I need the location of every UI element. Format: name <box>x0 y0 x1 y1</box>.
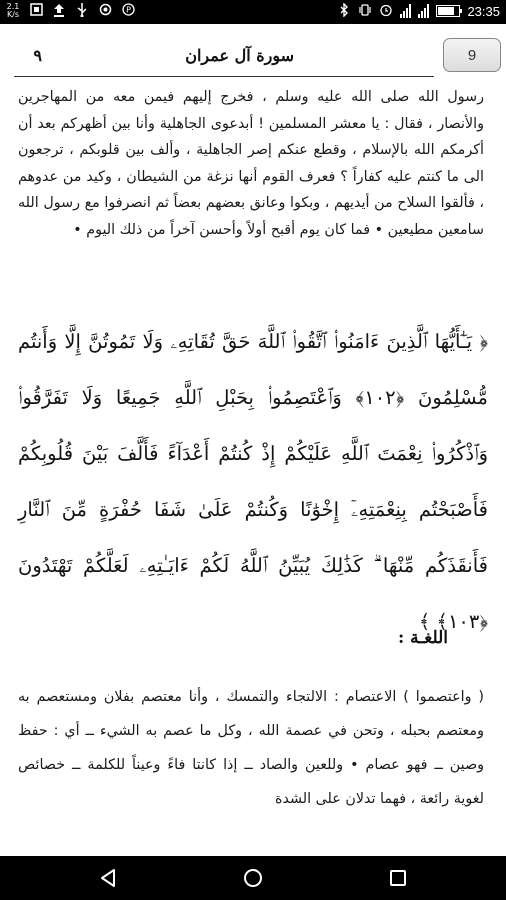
signal-bars-icon <box>418 4 429 18</box>
surah-title: سورة آل عمران <box>185 46 294 65</box>
commentary-text: رسول الله صلى الله عليه وسلم ، فخرج إليهم فيمن معه من المهاجرين والأنصار ، فقال : يا معشر المسلمين ! أبدعوى الجاهلية وأنا بين أظهركم بعد أن أكرمكم الله بالإسلام ، وقطع عنكم إصر الجاهلية ، وألف بين قلوبكم ، ترجعون الى ما كنتم عليه كفاراً ؟ فعرف القوم أنها نزغة من الشيطان ، وكيد من عدوهم ، فألقوا السلاح من أيديهم ، وبكوا وعانق بعضهم بعضاً ثم انصرفوا مع رسول الله سامعين مطيعين • فما كان يوم أقبح أولاً وأحسن آخراً من ذلك اليوم • <box>18 89 484 238</box>
vibrate-icon <box>358 3 372 19</box>
upload-icon <box>52 3 66 19</box>
status-bar <box>0 0 506 24</box>
book-page[interactable] <box>0 24 506 856</box>
svg-text:P: P <box>125 5 131 15</box>
alarm-icon <box>379 3 393 19</box>
status-bar-left <box>6 3 135 19</box>
home-button[interactable] <box>223 856 283 900</box>
sync-icon <box>98 3 112 19</box>
book-page-number: ٩ <box>33 46 42 65</box>
battery-fill <box>438 7 454 15</box>
section-heading: اللغـة : <box>397 628 448 648</box>
screenshot-icon <box>29 3 43 19</box>
bluetooth-icon <box>337 3 351 19</box>
network-speed-icon: 2.1 K/s <box>6 2 20 19</box>
page-number-button[interactable]: 9 <box>443 38 501 72</box>
page-header <box>14 46 434 72</box>
clock-time: 23:35 <box>467 3 500 19</box>
home-icon <box>242 867 264 889</box>
signal-bars-icon <box>400 4 411 18</box>
quran-verse-text: ﴿ يَـٰٓأَيُّهَا ٱلَّذِينَ ءَامَنُوا۟ ٱتَّقُوا۟ ٱللَّهَ حَقَّ تُقَاتِهِۦ وَلَا تَمُوتُنَّ إِلَّا وَأَنتُم مُّسْلِمُونَ ﴿١٠٢﴾ وَٱعْتَصِمُوا۟ بِحَبْلِ ٱللَّهِ جَمِيعًا وَلَا تَفَرَّقُوا۟ وَٱذْكُرُوا۟ نِعْمَتَ ٱللَّهِ عَلَيْكُمْ إِذْ كُنتُمْ أَعْدَآءً فَأَلَّفَ بَيْنَ قُلُوبِكُمْ فَأَصْبَحْتُم بِنِعْمَتِهِۦٓ إِخْوَٰنًا وَكُنتُمْ عَلَىٰ شَفَا حُفْرَةٍ مِّنَ ٱلنَّارِ فَأَنقَذَكُم مِّنْهَا ۗ كَذَٰلِكَ يُبَيِّنُ ٱللَّهُ لَكُمْ ءَايَـٰتِهِۦ لَعَلَّكُمْ تَهْتَدُونَ ﴿١٠٣﴾ ﴾ <box>18 330 488 633</box>
status-bar-right <box>337 3 500 19</box>
recents-icon <box>388 868 408 888</box>
navigation-bar <box>0 856 506 900</box>
recents-button[interactable] <box>368 856 428 900</box>
back-button[interactable] <box>78 856 138 900</box>
usb-icon <box>75 3 89 19</box>
back-icon <box>97 867 119 889</box>
language-explanation-text: ( واعتصموا ) الاعتصام : الالتجاء والتمسك ، وأنا معتصم بفلان ومستعصم به ومعتصم بحبله ، وتحن في عصمة الله ، وكل ما عصم به الشيء ــ أي : حفظ وصين ــ فهو عصام • وللعين والصاد ــ إذا كانتا فاءً وعيناً للكلمة ــ خصائص لغوية رائعة ، فهما تدلان على الشدة <box>18 689 484 807</box>
location-icon <box>121 3 135 19</box>
battery-icon <box>436 5 460 17</box>
header-divider <box>14 76 434 77</box>
